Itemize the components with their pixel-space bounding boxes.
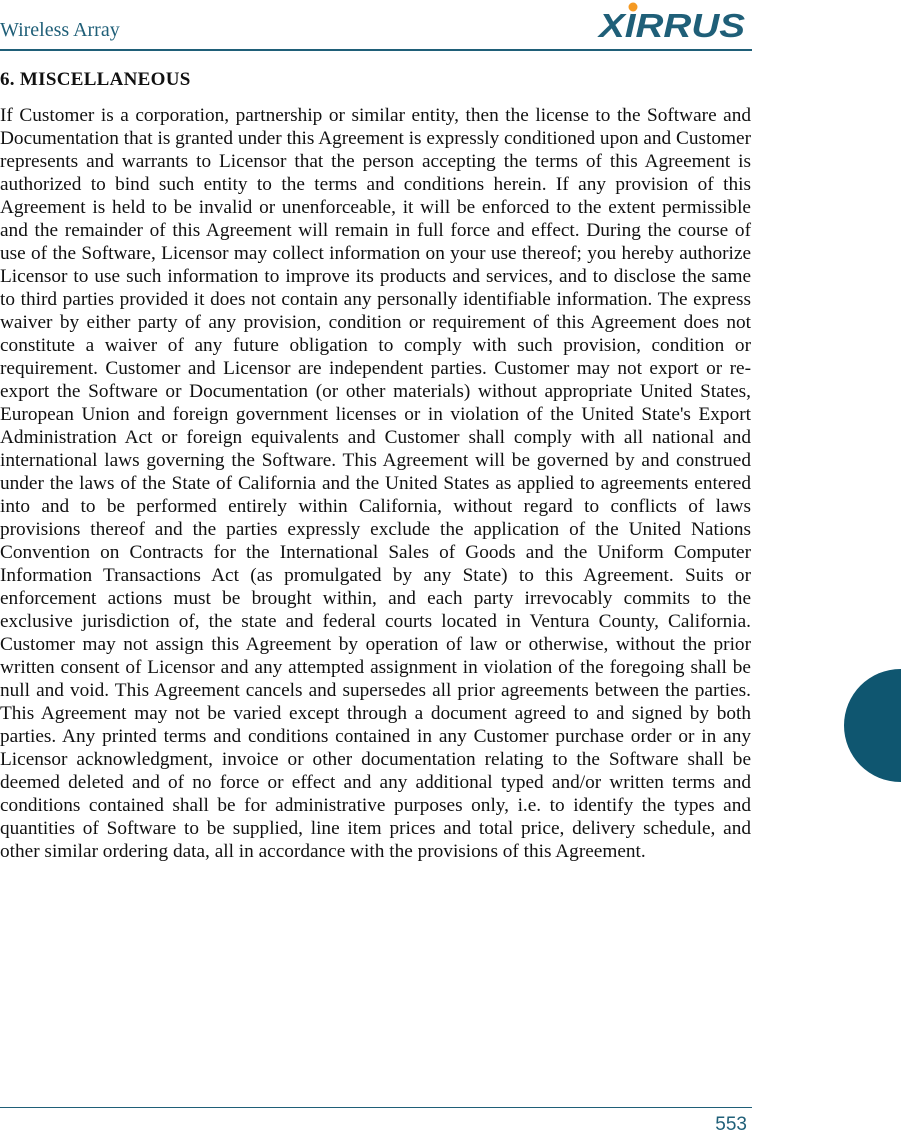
header-title: Wireless Array — [0, 19, 120, 41]
page-number: 553 — [715, 1114, 747, 1135]
xirrus-logo — [597, 2, 747, 40]
chapter-side-tab — [844, 669, 901, 782]
footer-rule — [0, 1107, 752, 1108]
section-heading: 6. MISCELLANEOUS — [0, 69, 191, 90]
logo-text: XIRRUS — [597, 7, 745, 40]
header-rule — [0, 49, 752, 51]
license-paragraph: If Customer is a corporation, partnership or similar entity, then the license to the Software and Documentation that is granted under this Agreement is expressly conditioned upon and Customer represents and warrants to Licensor that the person accepting the terms of this Agreement is authorized to bind such entity to the terms and conditions herein. If any provision of this Agreement is held to be invalid or unenforceable, it will be enforced to the extent permissible and the remainder of this Agreement will remain in full force and effect. During the course of use of the Software, Licensor may collect information on your use thereof; you hereby authorize Licensor to use such information to improve its products and services, and to disclose the same to third parties provided it does not contain any personally identifiable information. The express waiver by either party of any provision, condition or requirement of this Agreement does not constitute a waiver of any future obligation to comply with such provision, condition or requirement. Customer and Licensor are independent parties. Customer may not export or re-export the Software or Documentation (or other materials) without appropriate United States, European Union and foreign government licenses or in violation of the United State's Export Administration Act or foreign equivalents and Customer shall comply with all national and international laws governing the Software. This Agreement will be governed by and construed under the laws of the State of California and the United States as applied to agreements entered into and to be performed entirely within California, without regard to conflicts of laws provisions thereof and the parties expressly exclude the application of the United Nations Convention on Contracts for the International Sales of Goods and the Uniform Computer Information Transactions Act (as promulgated by any State) to this Agreement. Suits or enforcement actions must be brought within, and each party irrevocably commits to the exclusive jurisdiction of, the state and federal courts located in Ventura County, California. Customer may not assign this Agreement by operation of law or otherwise, without the prior written consent of Licensor and any attempted assignment in violation of the foregoing shall be null and void. This Agreement cancels and supersedes all prior agreements between the parties. This Agreement may not be varied except through a document agreed to and signed by both parties. Any printed terms and conditions contained in any Customer purchase order or in any Licensor acknowledgment, invoice or other documentation relating to the Software shall be deemed deleted and of no force or effect and any additional typed and/or written terms and conditions contained shall be for administrative purposes only, i.e. to identify the types and quantities of Software to be supplied, line item prices and total price, delivery schedule, and other similar ordering data, all in accordance with the provisions of this Agreement. — [0, 105, 751, 862]
